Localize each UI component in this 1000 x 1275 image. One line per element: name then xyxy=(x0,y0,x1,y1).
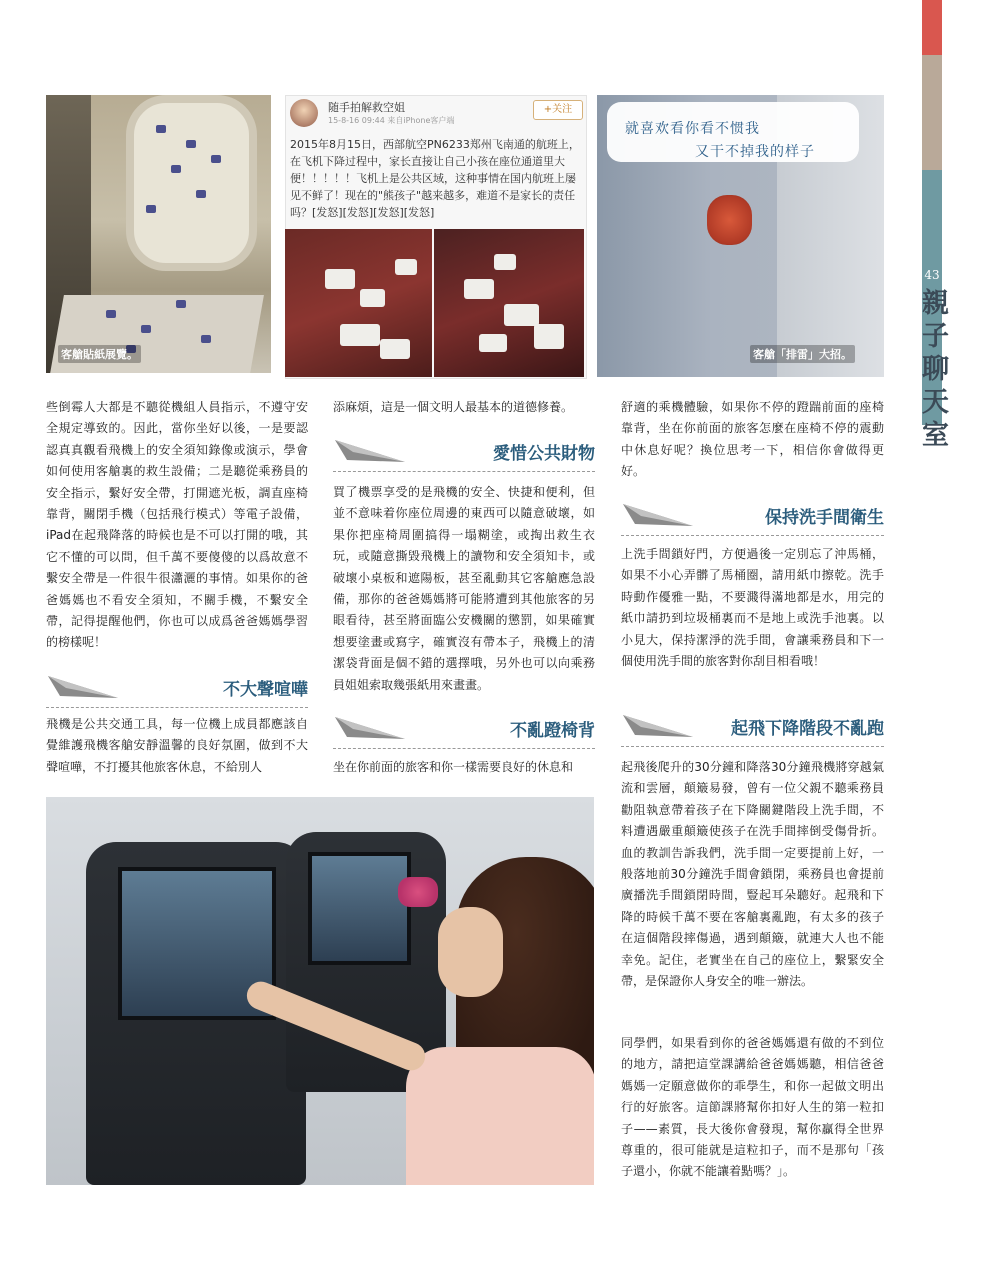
heading-takeoff-landing xyxy=(621,707,884,747)
col3-paragraph-4: 同學們，如果看到你的爸爸媽媽還有做的不到位的地方，請把這堂課講給爸爸媽媽聽，相信爸爸媽媽一定願意做你的乖學生，和你一起做文明出行的好旅客。這節課將幫你扣好人生的第一粒扣子——素質，長大後你會發現，幫你贏得全世界尊重的，很可能就是這粒扣子，而不是那句「孩子還小，你就不能讓着點嗎？」。 xyxy=(621,1036,884,1179)
edge-bar-tan xyxy=(922,55,942,170)
col3-paragraph-3: 起飛後爬升的30分鐘和降落30分鐘飛機將穿越氣流和雲層，顛簸易發，曾有一位父親不聽乘務員勸阻執意帶着孩子在下降關鍵階段上洗手間，不料遭遇嚴重顛簸使孩子在洗手間摔倒受傷骨折。血的教訓告訴我們，洗手間一定要提前上好，一般落地前30分鐘洗手間會鎖閉，乘務員也會提前廣播洗手間鎖閉時間，豎起耳朵聽好。起飛和下降的時候千萬不要在客艙裏亂跑，有太多的孩子在這個階段摔傷過，遇到顛簸，就連大人也不能幸免。記住，老實坐在自己的座位上，繫緊安全帶，是保證你人身安全的唯一辦法。 xyxy=(621,760,884,989)
col2-paragraph-2: 買了機票享受的是飛機的安全、快捷和便利，但並不意味着你座位周邊的東西可以隨意破壞，如果你把座椅周圍搞得一塌糊塗，或掏出救生衣玩，或隨意撕毀飛機上的讀物和安全須知卡，或破壞小桌板和遮陽板，甚至亂動其它客艙應急設備，那你的爸爸媽媽將可能將遭到其他旅客的另眼看待，甚至將面臨公安機關的懲罰，如果確實想要塗畫或寫字，確實沒有帶本子，飛機上的清潔袋背面是個不錯的選擇哦，另外也可以向乘務員姐姐索取幾張紙用來畫畫。 xyxy=(333,485,595,692)
heading-title: 保持洗手間衛生 xyxy=(765,508,884,528)
paper-plane-icon xyxy=(333,432,408,468)
heading-no-kicking xyxy=(333,709,595,749)
follow-button[interactable]: +关注 xyxy=(533,100,583,120)
weibo-username: 随手拍解救空姐 xyxy=(328,101,405,114)
overlay-text-line1: 就喜欢看你看不惯我 xyxy=(625,121,760,137)
weibo-meta: 15-8-16 09:44 来自iPhone客户端 xyxy=(328,116,455,125)
col2-paragraph-1: 添麻煩，這是一個文明人最基本的道德修養。 xyxy=(333,400,574,414)
weibo-post-text: 2015年8月15日，西部航空PN6233郑州飞南通的航班上，在飞机下降过程中，家长直接让自己小孩在座位通道里大便！！！！！飞机上是公共区域，这种事情在国内航班上屡见不鲜了！现在的"熊孩子"越来越多，难道不是家长的责任吗？[发怒][发怒][发怒][发怒] xyxy=(290,138,580,219)
avatar xyxy=(290,99,318,127)
photo1-caption: 客艙貼紙展覽。 xyxy=(58,345,141,363)
overlay-text-line2: 又干不掉我的样子 xyxy=(695,144,815,160)
heading-no-noise xyxy=(46,668,308,708)
weibo-photo-aisle-1 xyxy=(285,229,432,377)
paper-plane-icon xyxy=(621,707,696,743)
photo3-caption: 客艙「排雷」大招。 xyxy=(750,345,855,363)
col3-paragraph-2: 上洗手間鎖好門，方便過後一定別忘了沖馬桶，如果不小心弄髒了馬桶圈，請用紙巾擦乾。洗手時動作優雅一點，不要濺得滿地都是水，用完的紙巾請扔到垃圾桶裏而不是地上或洗手池裏。以小見大，保持潔淨的洗手間，會讓乘務員和下一個使用洗手間的旅客對你刮目相看哦！ xyxy=(621,547,884,669)
page-number: 43 xyxy=(924,268,940,282)
section-title: 親子聊天室 xyxy=(917,288,948,453)
heading-public-property xyxy=(333,432,595,472)
col1-paragraph-2: 飛機是公共交通工具，每一位機上成員都應該自覺維護飛機客艙安靜溫馨的良好氛圍，做到不大聲喧嘩，不打擾其他旅客休息，不給別人 xyxy=(46,717,308,774)
col1-paragraph-1: 些倒霉人大都是不聽從機組人員指示，不遵守安全規定導致的。因此，當你坐好以後，一是要認認真真觀看飛機上的安全須知錄像或演示，學會如何使用客艙裏的救生設備；二是聽從乘務員的安全指示，繫好安全帶，打開遮光板，調直座椅靠背，關閉手機（包括飛行模式）等電子設備，iPad在起飛降落的時候也是不可以打開的哦，其它不懂的可以問，但千萬不要傻傻的以爲故意不繫安全帶是一件很牛很瀟灑的事情。如果你的爸爸媽媽也不看安全須知，不關手機，不繫安全帶，記得提醒他們，你也可以成爲爸爸媽媽學習的榜樣呢！ xyxy=(46,400,308,650)
paper-plane-icon xyxy=(333,709,408,745)
weibo-photo-aisle-2 xyxy=(434,229,584,377)
photo-cabin-stickers xyxy=(46,95,271,373)
col3-paragraph-1: 舒適的乘機體驗，如果你不停的蹬踹前面的座椅靠背，坐在你前面的旅客怎麼在座椅不停的震動中休息好呢？換位思考一下，相信你會做得更好。 xyxy=(621,400,884,479)
heading-title: 起飛下降階段不亂跑 xyxy=(731,719,884,739)
col2-paragraph-3: 坐在你前面的旅客和你一樣需要良好的休息和 xyxy=(333,760,574,774)
heading-restroom xyxy=(621,496,884,536)
heading-title: 不大聲喧嘩 xyxy=(223,680,308,700)
edge-bar-red xyxy=(922,0,942,55)
photo-girl-seat-screen xyxy=(46,797,594,1185)
heading-title: 愛惜公共財物 xyxy=(493,444,595,464)
paper-plane-icon xyxy=(46,668,121,704)
paper-plane-icon xyxy=(621,496,696,532)
heading-title: 不亂蹬椅背 xyxy=(510,721,595,741)
